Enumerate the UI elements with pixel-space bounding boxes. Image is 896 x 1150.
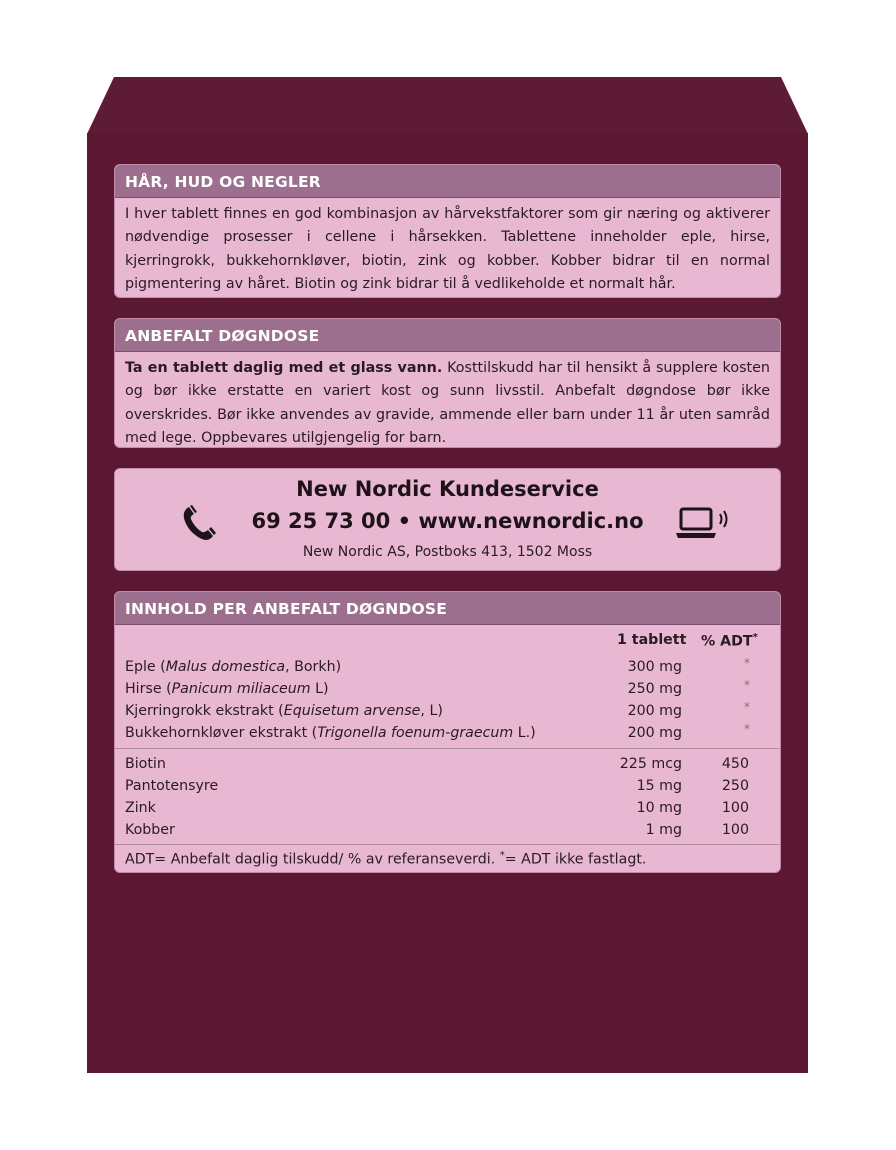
hair-skin-nails-panel xyxy=(114,164,781,298)
panel-description: I hver tablett finnes en god kombinasjon av hårvekstfaktorer som gir næring og aktiverer nødvendige prosesser i cellene i hårsekken. Tablettene inneholder eple, hirse, kjerringrokk, bukkehornkløver, biotin, zink og kobber. Kobber bidrar til en normal pigmentering av håret. Biotin og zink bidrar til å vedlikeholde et normalt hår. xyxy=(125,206,770,292)
col-header-amount: 1 tablett xyxy=(617,632,687,648)
table-row-adt: 250 xyxy=(721,778,749,794)
dose-bold-text: Ta en tablett daglig med et glass vann. xyxy=(125,360,443,376)
table-row-amount: 200 mg xyxy=(627,725,682,741)
table-divider xyxy=(115,844,780,845)
table-row-label: Eple (Malus domestica, Borkh) xyxy=(125,659,342,675)
col-header-adt xyxy=(701,632,758,650)
table-row-label: Kobber xyxy=(125,822,175,838)
table-row-label: Kjerringrokk ekstrakt (Equisetum arvense, L) xyxy=(125,703,443,719)
laptop-icon xyxy=(675,503,735,543)
table-row-adt: 100 xyxy=(721,822,749,838)
phone-icon xyxy=(179,503,219,543)
service-contact: 69 25 73 00 • www.newnordic.no xyxy=(251,509,644,533)
service-title: New Nordic Kundeservice xyxy=(296,477,599,501)
table-row-label: Biotin xyxy=(125,756,166,772)
table-row-adt: * xyxy=(744,678,750,692)
table-row-label: Hirse (Panicum miliaceum L) xyxy=(125,681,329,697)
table-row-amount: 1 mg xyxy=(645,822,682,838)
daily-dose-panel xyxy=(114,318,781,448)
table-row-adt: 450 xyxy=(721,756,749,772)
nutrition-panel xyxy=(114,591,781,873)
table-row-amount: 225 mcg xyxy=(619,756,682,772)
panel-title: HÅR, HUD OG NEGLER xyxy=(115,165,780,198)
table-row-amount: 15 mg xyxy=(636,778,682,794)
dose-text: Kosttilskudd har til hensikt å supplere kosten og bør ikke erstatte en variert kost og sunn livsstil. Anbefalt døgndose bør ikke overskrides. Bør ikke anvendes av gravide, ammende eller barn under 11 år uten samråd med lege. Oppbevares utilgjengelig for barn. xyxy=(125,360,770,446)
table-row-adt: * xyxy=(744,656,750,670)
box-bevel-left xyxy=(87,77,114,134)
table-row-amount: 300 mg xyxy=(627,659,682,675)
table-row-amount: 250 mg xyxy=(627,681,682,697)
box-bevel-right xyxy=(781,77,808,134)
table-row-adt: * xyxy=(744,722,750,736)
table-row-label: Bukkehornkløver ekstrakt (Trigonella foenum-graecum L.) xyxy=(125,725,536,741)
box-top-flap xyxy=(114,77,781,134)
col-header-adt-label: % ADT xyxy=(701,633,753,650)
panel-title: ANBEFALT DØGNDOSE xyxy=(115,319,780,352)
col-header-adt-mark: * xyxy=(752,632,758,643)
panel-title: INNHOLD PER ANBEFALT DØGNDOSE xyxy=(115,592,780,625)
table-row-amount: 200 mg xyxy=(627,703,682,719)
table-divider xyxy=(115,748,780,749)
table-row-label: Zink xyxy=(125,800,156,816)
table-row-amount: 10 mg xyxy=(636,800,682,816)
service-address: New Nordic AS, Postboks 413, 1502 Moss xyxy=(302,544,593,560)
dose-instructions xyxy=(115,352,780,448)
table-row-adt: * xyxy=(744,700,750,714)
customer-service-panel xyxy=(114,468,781,571)
table-row-adt: 100 xyxy=(721,800,749,816)
table-row-label: Pantotensyre xyxy=(125,778,219,794)
table-footnote: ADT= Anbefalt daglig tilskudd/ % av referanseverdi. *= ADT ikke fastlagt. xyxy=(125,850,647,868)
